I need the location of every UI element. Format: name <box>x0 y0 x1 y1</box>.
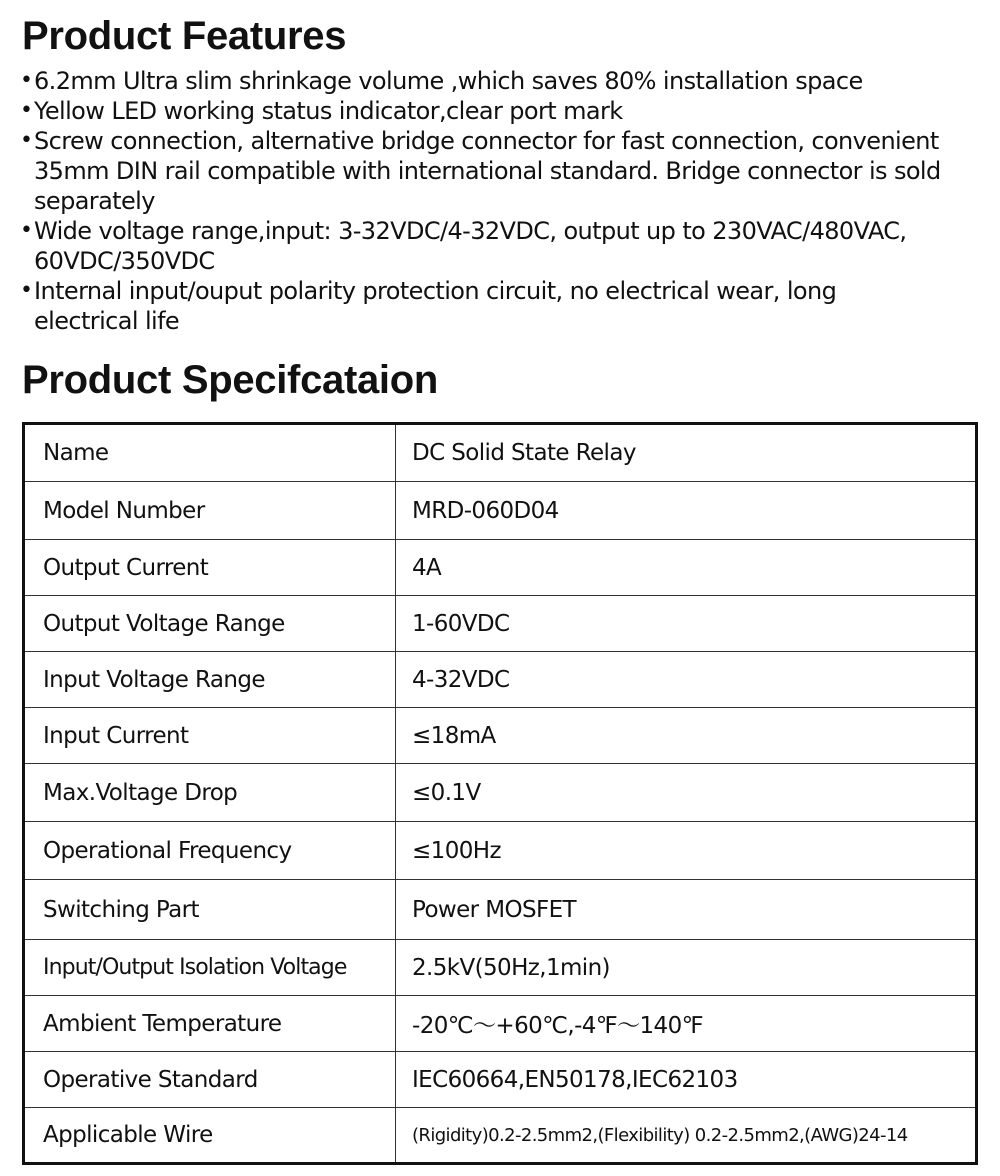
spec-label: Operational Frequency <box>24 822 396 880</box>
feature-item <box>18 96 988 126</box>
feature-line: Yellow LED working status indicator,clear port mark <box>34 97 623 125</box>
features-list <box>18 66 988 336</box>
features-title: Product Features <box>22 14 347 58</box>
spec-value: -20℃～+60℃,-4℉～140℉ <box>396 996 977 1052</box>
spec-label: Input/Output Isolation Voltage <box>24 940 396 996</box>
bullet-icon: • <box>20 128 33 153</box>
bullet-icon: • <box>20 218 33 243</box>
spec-label: Output Voltage Range <box>24 596 396 652</box>
spec-label: Model Number <box>24 482 396 540</box>
spec-value: 4-32VDC <box>396 652 977 708</box>
bullet-icon: • <box>20 68 33 93</box>
spec-label: Ambient Temperature <box>24 996 396 1052</box>
spec-label: Input Current <box>24 708 396 764</box>
table-row <box>24 540 977 596</box>
feature-line: 60VDC/350VDC <box>34 247 215 275</box>
spec-label: Max.Voltage Drop <box>24 764 396 822</box>
spec-label: Output Current <box>24 540 396 596</box>
feature-line: electrical life <box>34 307 180 335</box>
spec-label: Operative Standard <box>24 1052 396 1108</box>
spec-value: DC Solid State Relay <box>396 424 977 482</box>
feature-item <box>18 216 988 276</box>
table-row <box>24 822 977 880</box>
spec-title: Product Specifcataion <box>22 358 439 402</box>
spec-label: Switching Part <box>24 880 396 940</box>
feature-line: 6.2mm Ultra slim shrinkage volume ,which saves 80% installation space <box>34 67 863 95</box>
table-row <box>24 596 977 652</box>
table-row <box>24 482 977 540</box>
feature-line: 35mm DIN rail compatible with international standard. Bridge connector is sold <box>34 157 941 185</box>
table-row <box>24 996 977 1052</box>
table-row <box>24 708 977 764</box>
table-row <box>24 652 977 708</box>
spec-label: Applicable Wire <box>24 1108 396 1164</box>
feature-line: Screw connection, alternative bridge connector for fast connection, convenient <box>34 127 939 155</box>
spec-value: IEC60664,EN50178,IEC62103 <box>396 1052 977 1108</box>
table-row <box>24 764 977 822</box>
spec-value: 4A <box>396 540 977 596</box>
spec-table <box>22 422 978 1165</box>
table-row <box>24 1108 977 1164</box>
table-row <box>24 1052 977 1108</box>
spec-value: (Rigidity)0.2-2.5mm2,(Flexibility) 0.2-2.5mm2,(AWG)24-14 <box>396 1108 977 1164</box>
spec-value: MRD-060D04 <box>396 482 977 540</box>
spec-value: ≤0.1V <box>396 764 977 822</box>
table-row <box>24 880 977 940</box>
spec-value: ≤100Hz <box>396 822 977 880</box>
feature-line: Internal input/ouput polarity protection circuit, no electrical wear, long <box>34 277 837 305</box>
feature-line: Wide voltage range,input: 3-32VDC/4-32VDC, output up to 230VAC/480VAC, <box>34 217 907 245</box>
spec-label: Input Voltage Range <box>24 652 396 708</box>
bullet-icon: • <box>20 98 33 123</box>
feature-line: separately <box>34 187 155 215</box>
table-row <box>24 424 977 482</box>
table-row <box>24 940 977 996</box>
spec-value: Power MOSFET <box>396 880 977 940</box>
spec-value: ≤18mA <box>396 708 977 764</box>
spec-label: Name <box>24 424 396 482</box>
spec-value: 2.5kV(50Hz,1min) <box>396 940 977 996</box>
feature-item <box>18 66 988 96</box>
bullet-icon: • <box>20 278 33 303</box>
feature-item <box>18 126 988 216</box>
spec-value: 1-60VDC <box>396 596 977 652</box>
feature-item <box>18 276 988 336</box>
